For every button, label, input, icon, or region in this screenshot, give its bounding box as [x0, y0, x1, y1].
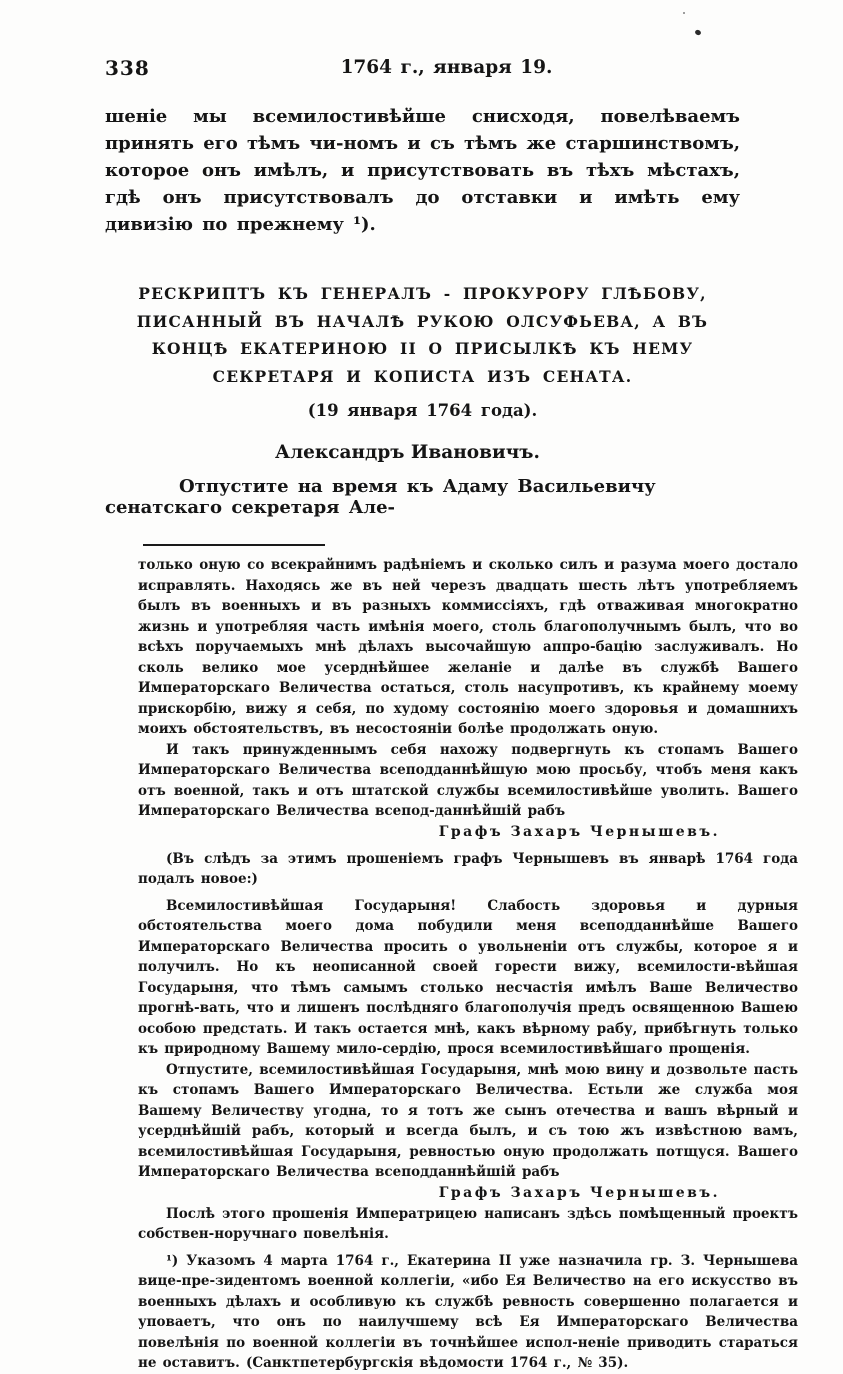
footnote-separator-rule [143, 544, 325, 546]
salutation-line: Александръ Ивановичъ. [275, 442, 540, 463]
footnote-paragraph: только оную со всекрайнимъ радѣніемъ и сколько силъ и разума моего достало исправлять. Находясь же въ ней черезъ двадцать шесть лѣтъ употребляемъ былъ въ военныхъ и въ разныхъ коммиссіяхъ, гдѣ отваживая многократно жизнь и употребляя часть имѣнія моего, столь благополучнымъ былъ, что во всѣхъ поручаемыхъ мнѣ дѣлахъ высочайшую аппро-бацію заслуживалъ. Но сколь велико мое усерднѣйшее желаніе и далѣе въ службѣ Вашего Императорскаго Величества остаться, столь насупротивъ, къ крайнему моему прискорбію, вижу я себя, по худому состоянію моего здоровья и домашнихъ моихъ обстоятельствъ, въ несостояніи болѣе продолжать оную. [138, 557, 798, 737]
footnote-parenthetical-note: (Въ слѣдъ за этимъ прошеніемъ графъ Чернышевъ въ январѣ 1764 года подалъ новое:) [138, 850, 798, 887]
running-head [105, 56, 740, 82]
document-heading: РЕСКРИПТЪ КЪ ГЕНЕРАЛЪ - ПРОКУРОРУ ГЛѢБОВУ, ПИСАННЫЙ ВЪ НАЧАЛѢ РУКОЮ ОЛСУФЬЕВА, А ВЪ КОНЦѢ ЕКАТЕРИНОЮ II О ПРИСЫЛКѢ КЪ НЕМУ СЕКРЕТАРЯ И КОПИСТА ИЗЪ СЕНАТА. [136, 284, 709, 386]
continuation-paragraph: шеніе мы всемилостивѣйше снисходя, повелѣваемъ принять его тѣмъ чи-номъ и съ тѣмъ же старшинствомъ, которое онъ имѣлъ, и присутствовать въ тѣхъ мѣстахъ, гдѣ онъ присутствовалъ до отставки и имѣть ему дивизію по прежнему ¹). [105, 106, 741, 235]
ink-speck [683, 12, 685, 14]
main-text-block [105, 103, 740, 518]
footnote-reference-note: ¹) Указомъ 4 марта 1764 г., Екатерина II уже назначила гр. З. Чернышева вице-пре-зидентомъ военной коллегіи, «ибо Ея Величество на его искусство въ военныхъ дѣлахъ и особливую къ службѣ ревность совершенно полагается и уповаетъ, что онъ по наилучшему всѣ Ея Императорскаго Величества повелѣнія по военной коллегіи въ точнѣйшее испол-неніе приводить стараться не оставитъ. (Санктпетербургскія вѣдомости 1764 г., № 35). [138, 1252, 798, 1371]
footnote-paragraph: Всемилостивѣйшая Государыня! Слабость здоровья и дурныя обстоятельства моего дома побудили меня всеподданнѣйше Вашего Императорскаго Величества просить о увольненіи отъ службы, которое я и получилъ. Но къ неописанной своей горести вижу, всемилости-вѣйшая Государыня, что тѣмъ самымъ столько несчастія имѣлъ Ваше Величество прогнѣ-вать, что и лишенъ послѣдняго благополучія предъ освященною Вашею особою предстать. И такъ остается мнѣ, какъ вѣрному рабу, прибѣгнуть только къ природному Вашему мило-сердію, прося всемилостивѣйшаго прощенія. [138, 897, 798, 1057]
footnote-paragraph: И такъ принужденнымъ себя нахожу подвергнуть къ стопамъ Вашего Императорскаго Величества всеподданнѣйшую мою просьбу, чтобъ меня какъ отъ военной, такъ и отъ штатской службы всемилостивѣйше уволить. Вашего Императорскаго Величества всепод-даннѣйшій рабъ [138, 741, 798, 819]
page-number: 338 [105, 56, 150, 80]
ink-speck [694, 29, 702, 36]
footnote-signature: Графъ Захаръ Чернышевъ. [438, 1184, 720, 1201]
footnote-paragraph: Отпустите, всемилостивѣйшая Государыня, мнѣ мою вину и дозвольте пасть къ стопамъ Вашего Императорскаго Величества. Естьли же служба моя Вашему Величеству угодна, то я тотъ же сынъ отечества и вашъ вѣрный и усерднѣйшій рабъ, который и всегда былъ, и съ тою жъ извѣстною вамъ, всемилостивѣйшая Государыня, ревностью оную продолжать потщуся. Вашего Императорскаго Величества всеподданнѣйшій рабъ [138, 1061, 798, 1180]
footnote-paragraph: Послѣ этого прошенія Императрицею написанъ здѣсь помѣщенный проектъ собствен-норучнаго повелѣнія. [138, 1205, 798, 1242]
footnote-block [138, 555, 798, 1374]
footnote-signature: Графъ Захаръ Чернышевъ. [438, 823, 720, 840]
opening-paragraph: Отпустите на время къ Адаму Васильевичу сенатскаго секретаря Але- [105, 476, 656, 518]
document-date-line: (19 января 1764 года). [307, 401, 538, 420]
running-title: 1764 г., января 19. [340, 57, 553, 78]
